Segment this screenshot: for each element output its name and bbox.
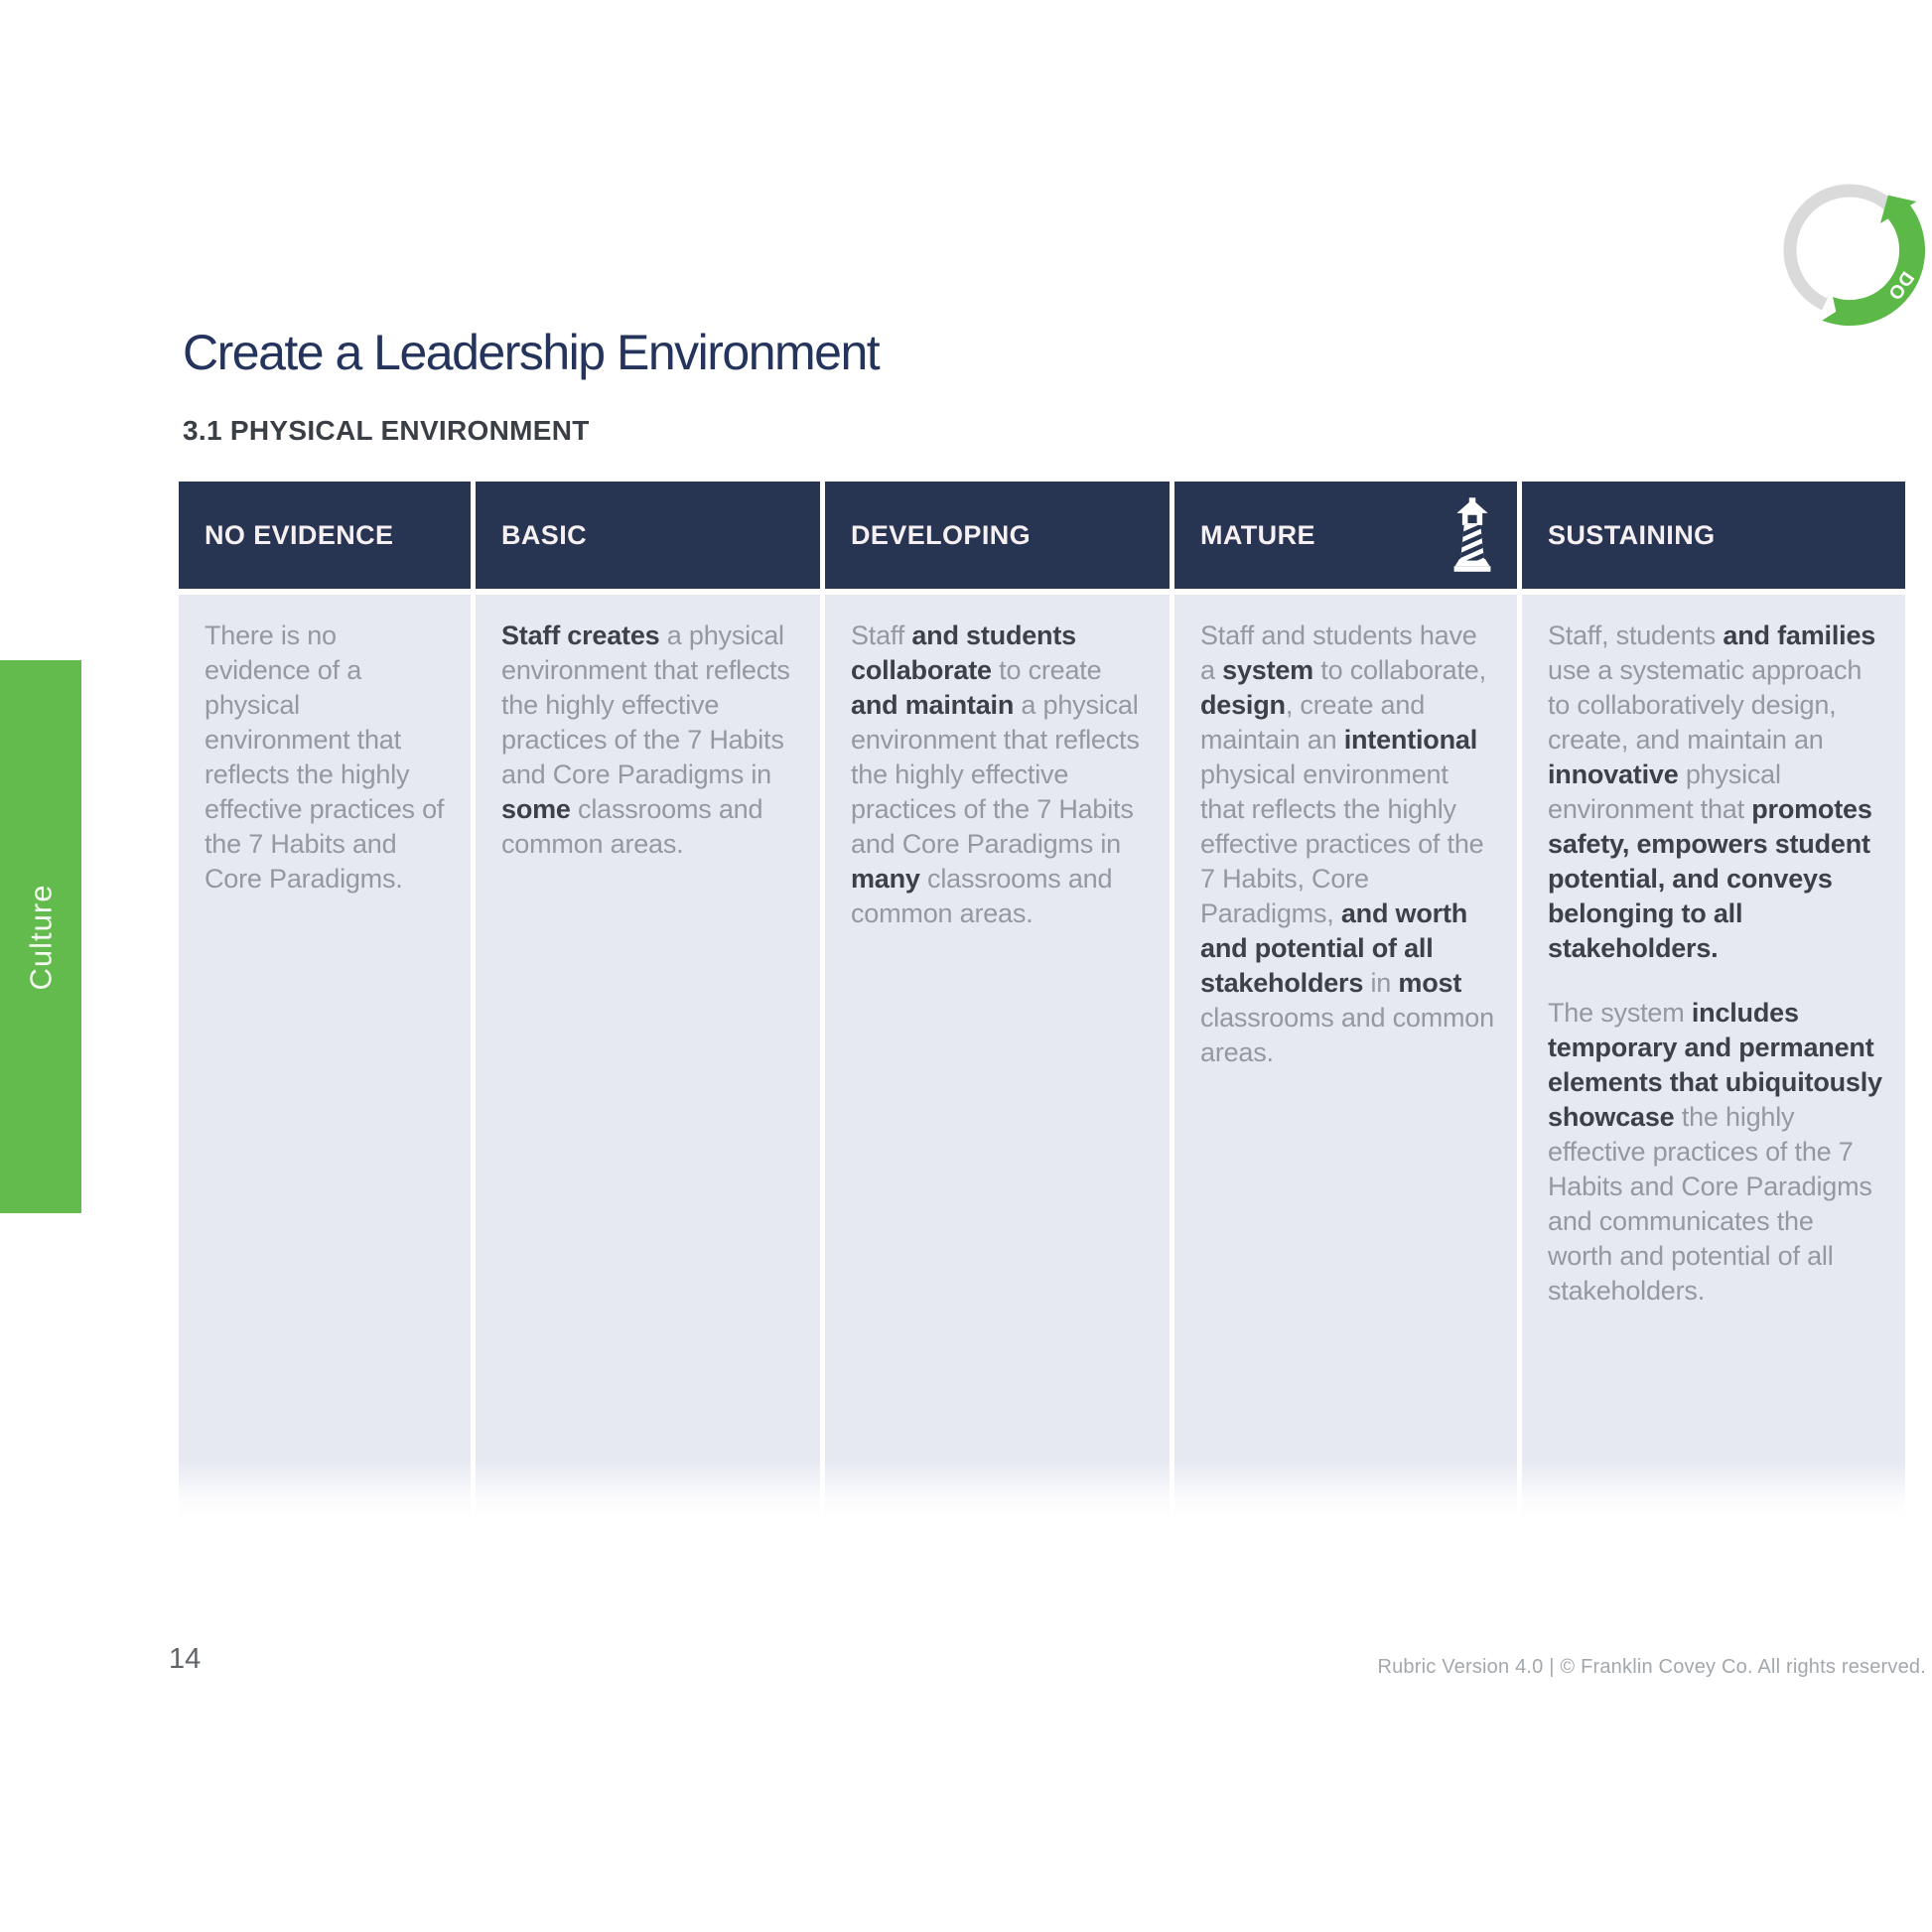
cell-no-evidence: There is no evidence of a physical environment that reflects the highly effective practices of the 7 Habits and Core Paradigms.: [179, 595, 471, 1518]
rubric-table-header-row: [179, 482, 1905, 589]
column-header-label: DEVELOPING: [851, 519, 1032, 550]
do-cycle-arrow-icon: [1780, 169, 1931, 334]
page-number: 14: [169, 1643, 202, 1675]
rubric-table-body-row: [179, 595, 1905, 1518]
cell-mature: Staff and students have a system to collaborate, design, create and maintain an intentional physical environment that reflects the highly effective practices of the 7 Habits, Core Paradigms, and worth and potential of all stakeholders in most classrooms and common areas.: [1174, 595, 1517, 1518]
column-header-basic: [476, 482, 820, 589]
copyright-footer: Rubric Version 4.0 | © Franklin Covey Co. All rights reserved.: [1377, 1656, 1926, 1678]
culture-section-tab: [0, 660, 81, 1213]
page-title: Create a Leadership Environment: [183, 325, 880, 380]
culture-tab-label: Culture: [23, 884, 58, 990]
cell-basic: Staff creates a physical environment that reflects the highly effective practices of the 7 Habits and Core Paradigms in some classrooms and common areas.: [476, 595, 820, 1518]
column-header-developing: [825, 482, 1170, 589]
column-header-label: SUSTAINING: [1548, 519, 1716, 550]
column-header-mature: [1174, 482, 1517, 589]
do-badge-label: DO: [1882, 267, 1918, 305]
page-subtitle: 3.1 PHYSICAL ENVIRONMENT: [183, 415, 590, 446]
column-header-label: MATURE: [1200, 519, 1315, 550]
column-header-no-evidence: [179, 482, 471, 589]
cell-developing: Staff and students collaborate to create and maintain a physical environment that reflects the highly effective practices of the 7 Habits and Core Paradigms in many classrooms and common areas.: [825, 595, 1170, 1518]
column-header-label: BASIC: [501, 519, 588, 550]
lighthouse-icon: [1449, 495, 1495, 575]
column-header-sustaining: [1522, 482, 1905, 589]
column-header-label: NO EVIDENCE: [205, 519, 394, 550]
rubric-table: [179, 482, 1905, 1518]
cell-sustaining: Staff, students and families use a systematic approach to collaboratively design, create, and maintain an innovative physical environment that promotes safety, empowers student potential, and conveys belonging to all stakeholders. The system includes temporary and permanent elements that ubiquitously showcase the highly effective practices of the 7 Habits and Core Paradigms and communicates the worth and potential of all stakeholders.: [1522, 595, 1905, 1518]
